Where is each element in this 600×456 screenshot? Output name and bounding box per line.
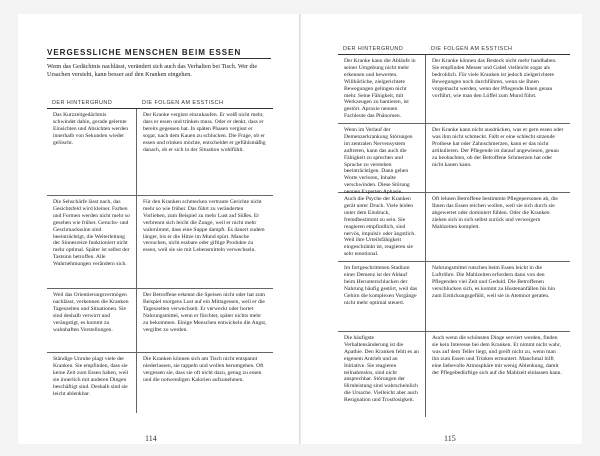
table-row: [47, 289, 273, 353]
table-row: [338, 124, 570, 196]
consequence-cell: Auch wenn die schönsten Dinge serviert werden, finden sie kein Interesse bei dem Kranken. Er nimmt nicht wahr, was auf dem Teller liegt, und greift nicht zu, wenn man ihn zum Essen und Trinken ermuntert. Manchmal hilft eine liebevolle Atmosphäre mit wenig Ablenkung, damit der Pflegebedürftige sich auf die Mahlzeit einlassen kann.: [432, 335, 562, 376]
table-row: [338, 262, 570, 332]
background-cell: Die Sehschärfe lässt nach, das Gesichtsfeld wird kleiner. Farben und Formen werden nicht mehr so gesehen wie früher. Geruchs- und Geschmackssinn sind beeinträchtigt, die Weiterleitung der Sinnesreize funktioniert nicht mehr optimal. Später ist selbst der Tastsinn betroffen. Alle Wahrnehmungen verändern sich.: [47, 196, 137, 288]
page-number: 114: [145, 434, 157, 443]
table-row: [338, 55, 570, 124]
scan-margin-left: [0, 0, 18, 456]
table-header: [47, 98, 273, 109]
header-consequences: DIE FOLGEN AM ESSTISCH: [431, 46, 513, 52]
table-row: [47, 196, 273, 289]
consequence-cell: Der Kranke können das Besteck nicht mehr handhaben. Sie empfinden Messer und Gabel vielleicht sogar als bedrohlich. Für viele Kranken ist jedoch zielgerichtete Bewegungen noch durchführen, wenn sie Ihnen vorgemacht werden, wenn der Pflegende Ihnen genau vorführt, wie man den Löffel zum Mund führt.: [432, 58, 557, 99]
consequence-cell: Die Kranken können sich am Tisch nicht entspannt niederlassen, sie rappeln und wollen herumgehen. Oft vergessen sie, dass sie oft nicht dazu, genug zu essen und die notwendigen Kalorien aufzunehmen.: [143, 356, 264, 383]
background-cell: Die häufigste Verhaltensänderung ist die Apathie. Den Kranken fehlt es an eigenem Antrieb und an Initiative. Sie reagieren teilnahmslos, sind nicht ansprechbar. Störungen der Hirnleistung sind wahrscheinlich die Ursache. Vielleicht aber auch Resignation und Trostlosigkeit.: [338, 332, 426, 417]
table-header: [338, 44, 570, 55]
header-background: DER HINTERGRUND: [52, 100, 113, 106]
background-cell: Weil das Orientierungsvermögen nachlässt, verkennen die Kranken Tageszeiten und Situationen. Sie sind deshalb verwirrt und verängstigt, es kommt zu wahnhaften Vorstellungen.: [47, 289, 137, 352]
scan-margin-top: [0, 0, 600, 14]
consequence-cell: Nahrungsmittel rutschen beim Essen leicht in die Luftröhre. Die Mahlzeiten erfordern dann von den Pflegenden viel Zeit und Geduld. Die Betroffenen verschlucken sich, es kommt zu Hustenanfällen bis hin zum Erstickungsgefühl, weil sie in Atemnot geraten.: [432, 265, 556, 299]
table-row: [338, 332, 570, 417]
table-row: [47, 353, 273, 413]
consequence-cell: Der Betroffene erkennt die Speisen nicht oder hat zum Beispiel morgens Lust auf ein Mittagessen, weil er die Tageszeiten verwechselt. Er verweckt oder hortet Nahrungsmittel, wenn er fürchtet, später nichts mehr zu bekommen. Einige Menschen entwickeln die Angst, vergiftet zu werden.: [143, 292, 267, 333]
background-cell: Im fortgeschrittenen Stadium einer Demenz ist der Ablauf beim Herunterschlucken der Nahrung häufig gestört, weil das Gehirn die komplexen Vorgänge nicht mehr optimal steuert.: [338, 262, 426, 331]
table-row: [47, 109, 273, 196]
intro-paragraph: Wenn das Gedächtnis nachlässt, verändert sich auch das Verhalten bei Tisch. Wer die Ursachen versteht, kann besser auf den Kranken eingehen.: [47, 63, 258, 78]
page-title: VERGESSLICHE MENSCHEN BEIM ESSEN: [47, 48, 242, 57]
page-fold: [299, 14, 301, 444]
background-cell: Ständige Unruhe plagt viele der Kranken. Sie empfinden, dass sie keine Zeit zum Essen haben, weil sie innerlich mit anderen Dingen beschäftigt sind. Deshalb sind sie leicht ablenkbar.: [47, 353, 137, 413]
left-table: [47, 98, 273, 413]
consequence-cell: Der Kranke kann nicht ausdrücken, was er gern essen oder was ihm nicht schmeckt. Fallt er eine schlecht sitzende Prothese hat oder Zahnschmerzen, kann er das nicht artikulieren. Der Pflegende ist darauf angewiesen, genau zu beobachten, ob der Betroffene Schmerzen hat oder nicht kauen kann.: [432, 127, 564, 168]
consequence-cell: Für den Kranken schmecken vertraute Gerichte nicht mehr so wie früher. Das führt zu veränderten Vorlieben, zum Beispiel zu mehr Lust auf Süßes. Er verbrennt sich leicht die Zunge, weil er nicht mehr wahrnimmt, dass eine Suppe dampft. Es dauert zudem länger, bis er die Hitze im Mund spürt. Manche versuchen, nicht essbare oder giftige Produkte zu essen, weil sie sie mit Lebensmitteln verwechseln.: [143, 199, 265, 254]
consequence-cell: Der Kranke vergisst einzukaufen. Er weiß nicht mehr, dass er essen und trinken muss. Oder er denkt, dass er bereits gegessen hat. In späten Phasen vergisst er sogar, nach dem Kauen zu schlucken. Die Frage, ob er essen und trinken möchte, entscheidet er gefühlsmäßig danach, ob er sich in der Situation wohlfühlt.: [143, 112, 266, 153]
consequence-cell: Oft lehnen Betroffene bestimmte Pflegepersonen ab, die Ihnen das Essen reichen wollen, weil sie sich durch sie abgewertet oder dominiert fühlen. Oder die Kranken ziehen sich in sich selbst zurück und verweigern Mahlzeiten komplett.: [432, 196, 558, 230]
background-cell: Das Kurzzeitgedächtnis schwindet dahin, gerade gelernte Einsichten und Absichten werden innerhalb von Sekunden wieder gelöscht.: [47, 109, 137, 195]
title-divider: [47, 58, 271, 59]
background-cell: Der Kranke kann die Abläufe in seiner Umgebung nicht mehr erkennen und bewerten. Willkürliche, zielgerichtete Bewegungen gelingen nicht mehr. Seine Fähigkeit, mit Werkzeugen zu hantieren, ist gestört. Apraxie nennen Fachleute das Phänomen.: [338, 55, 426, 123]
right-table: [338, 44, 570, 417]
header-background: DER HINTERGRUND: [343, 46, 404, 52]
scan-margin-right: [582, 0, 600, 456]
scan-margin-bottom: [0, 444, 600, 456]
page-number: 115: [444, 434, 456, 443]
header-consequences: DIE FOLGEN AM ESSTISCH: [142, 100, 224, 106]
background-cell: Auch die Psyche der Kranken gerät unter Druck. Viele leiden unter dem Eindruck, fremdbestimmt zu sein. Sie reagieren empfindlich, sind nervös, impulsiv oder ängstlich. Weil ihre Urteilsfähigkeit eingeschränkt ist, reagieren sie sehr emotional.: [338, 193, 426, 261]
table-row: [338, 193, 570, 262]
background-cell: Wenn im Verlauf der Demenzerkrankung Störungen im zentralen Nervensystem auftreten, kann das auch die Fähigkeit zu sprechen und Sprache zu verstehen beeinträchtigen. Dann gehen Worte verloren, Inhalte verschwinden. Diese Störung nennen Experten Aphasie.: [338, 124, 426, 192]
